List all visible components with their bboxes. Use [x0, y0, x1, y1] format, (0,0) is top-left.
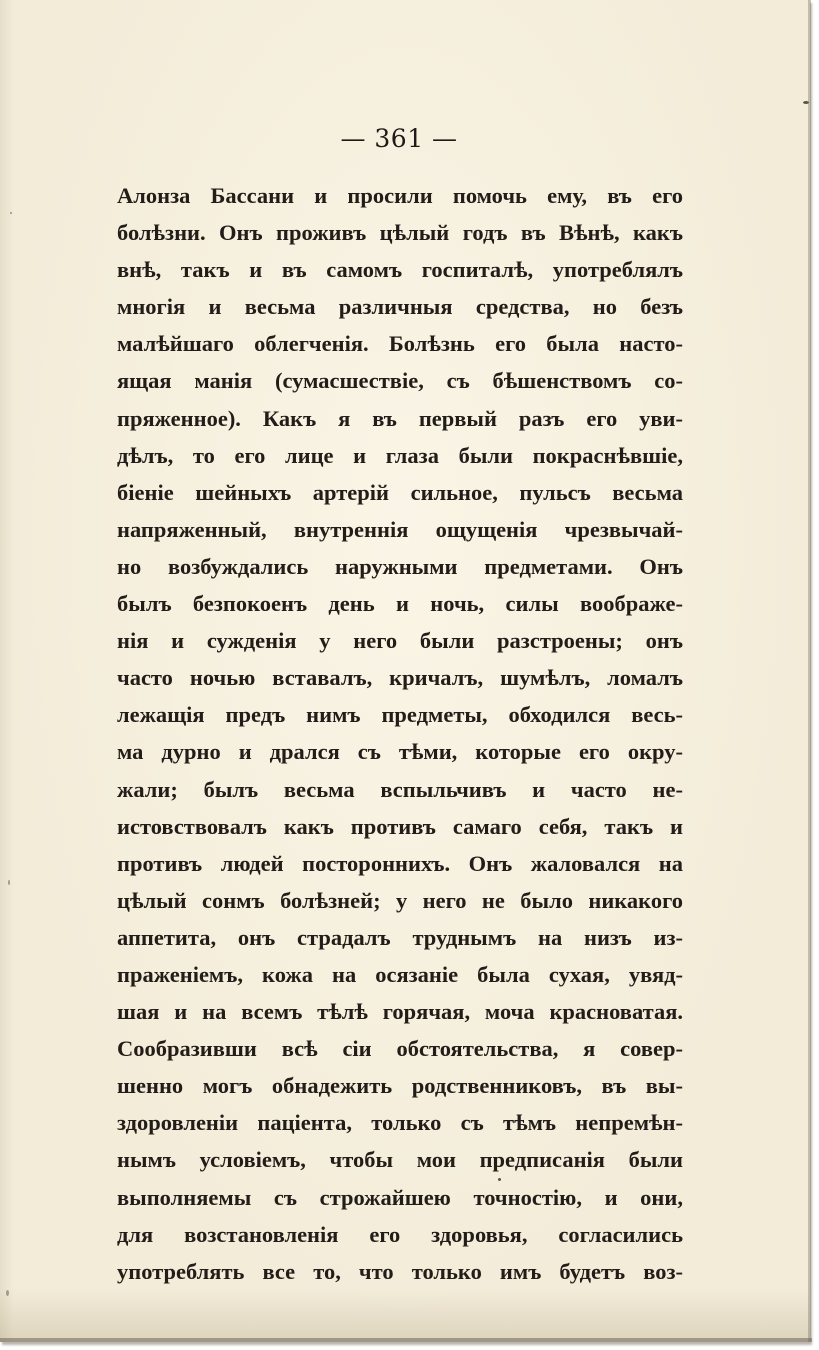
text-line: аппетита, онъ страдалъ труднымъ на низъ из-	[117, 924, 683, 950]
text-line: былъ безпокоенъ день и ночь, силы воображе-	[117, 591, 683, 617]
text-line: нія и сужденія у него были разстроены; онъ	[117, 628, 683, 654]
text-line: болѣзни. Онъ проживъ цѣлый годъ въ Вѣнѣ, какъ	[117, 220, 683, 246]
paper-speck	[803, 101, 809, 104]
text-line: пряженное). Какъ я въ первый разъ его уви-	[117, 405, 683, 431]
paper-speck	[8, 880, 10, 885]
text-line: біеніе шейныхъ артерій сильное, пульсъ весьма	[117, 479, 683, 505]
paper-speck	[6, 1290, 9, 1296]
text-line: нымъ условіемъ, чтобы мои предписанія были	[117, 1147, 683, 1173]
text-line: противъ людей постороннихъ. Онъ жаловался на	[117, 850, 683, 876]
text-line: Сообразивши всѣ сіи обстоятельства, я совер-	[117, 1036, 683, 1062]
text-line: дѣлъ, то его лице и глаза были покраснѣвшіе,	[117, 442, 683, 468]
text-line: лежащія предъ нимъ предметы, обходился весь-	[117, 702, 683, 728]
text-line: Алонза Бассани и просили помочь ему, въ его	[117, 183, 683, 208]
text-line: часто ночью вставалъ, кричалъ, шумѣлъ, ломалъ	[117, 665, 683, 691]
text-line: истовствовалъ какъ противъ самаго себя, такъ и	[117, 813, 683, 839]
text-line: внѣ, такъ и въ самомъ госпиталѣ, употреблялъ	[117, 257, 683, 283]
page-edge-bottom	[0, 1338, 812, 1342]
text-line: напряженный, внутреннія ощущенія чрезвычай-	[117, 516, 683, 542]
text-line: но возбуждались наружными предметами. Онъ	[117, 553, 683, 579]
text-line: выполняемы съ строжайшею точностію, и они,	[117, 1184, 683, 1210]
text-line: жали; былъ весьма вспыльчивъ и часто не-	[117, 776, 683, 802]
text-line: здоровленіи пацiента, только съ тѣмъ непремѣн-	[117, 1110, 683, 1136]
text-line: ящая манія (сумасшествіе, съ бѣшенствомъ со-	[117, 368, 683, 394]
text-line: употреблять все то, что только имъ будетъ воз-	[117, 1258, 683, 1284]
text-line: для возстановленія его здоровья, согласились	[117, 1221, 683, 1247]
text-line: ма дурно и дрался съ тѣми, которые его окру-	[117, 739, 683, 765]
text-line: малѣйшаго облегченія. Болѣзнь его была насто-	[117, 331, 683, 357]
page-edge-right	[808, 0, 811, 1342]
body-text	[117, 177, 683, 1290]
text-line: шенно могъ обнадежить родственниковъ, въ вы-	[117, 1073, 683, 1099]
paper-speck	[10, 212, 12, 214]
text-line: шая и на всемъ тѣлѣ горячая, моча красноватая.	[117, 999, 683, 1025]
text-line: многія и весьма различныя средства, но безъ	[117, 294, 683, 320]
page-number: — 361 —	[340, 124, 458, 153]
text-line: цѣлый сонмъ болѣзней; у него не было никакого	[117, 887, 683, 913]
text-line: праженіемъ, кожа на осязаніе была сухая, увяд-	[117, 961, 683, 987]
